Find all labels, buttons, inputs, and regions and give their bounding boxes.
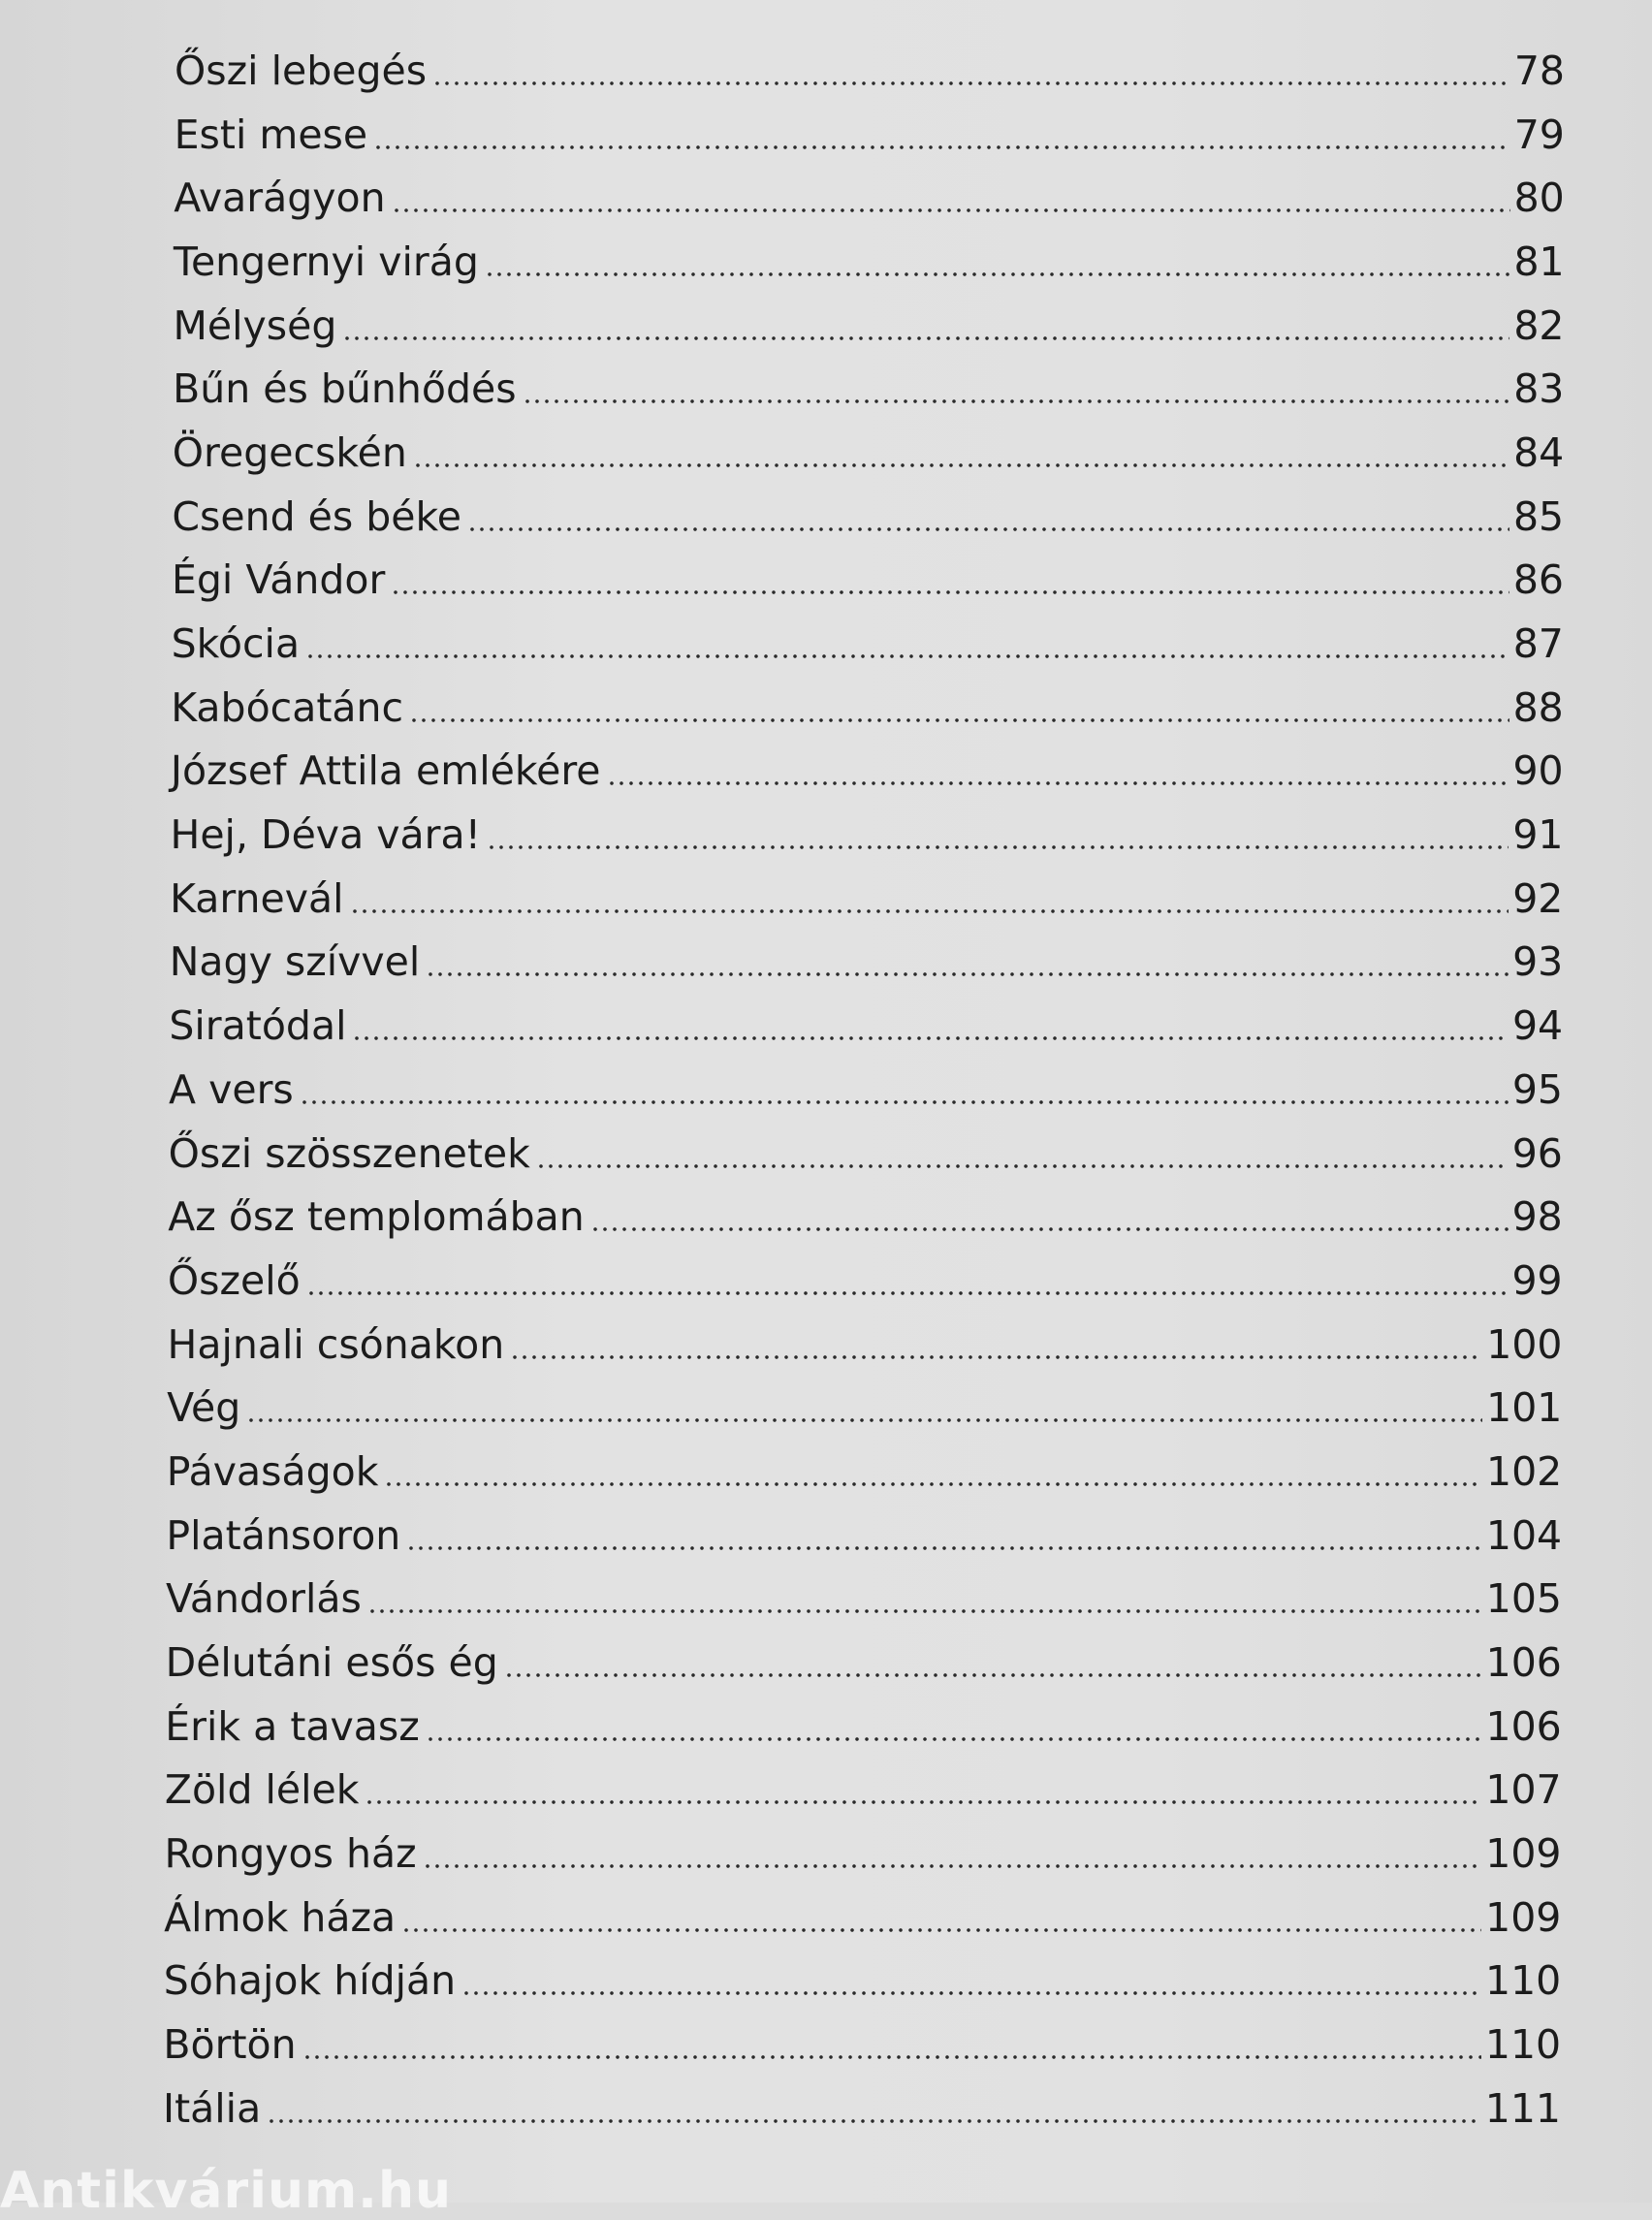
toc-entry-title: Álmok háza	[164, 1893, 397, 1941]
dot-leader	[413, 463, 1509, 467]
toc-entry-page-number: 102	[1485, 1447, 1563, 1495]
dot-leader	[426, 972, 1509, 976]
toc-entry	[169, 994, 1563, 1058]
toc-entry-title: Zöld lélek	[164, 1766, 360, 1814]
toc-entry-page-number: 104	[1485, 1511, 1563, 1559]
dot-leader	[350, 909, 1509, 913]
toc-entry	[173, 357, 1564, 421]
toc-entry-title: Mélység	[173, 301, 337, 349]
dot-leader	[401, 1928, 1481, 1932]
toc-entry-page-number: 110	[1484, 2021, 1562, 2069]
toc-entry-title: Siratódal	[169, 1002, 347, 1050]
toc-entry-title: Vég	[167, 1384, 241, 1432]
dot-leader	[590, 1227, 1509, 1231]
toc-entry-title: A vers	[169, 1065, 294, 1113]
toc-entry	[168, 1185, 1563, 1249]
toc-entry-page-number: 106	[1485, 1702, 1562, 1750]
toc-entry-title: Vándorlás	[166, 1575, 362, 1623]
dot-leader	[504, 1673, 1482, 1677]
toc-entry	[167, 1440, 1563, 1504]
toc-entry-title: Hej, Déva vára!	[170, 811, 482, 859]
toc-entry	[173, 421, 1565, 485]
dot-leader	[384, 1482, 1482, 1486]
toc-entry-title: Az ősz templomában	[168, 1193, 585, 1241]
toc-entry-page-number: 94	[1511, 1002, 1564, 1050]
toc-entry	[163, 2013, 1561, 2077]
toc-entry-page-number: 99	[1511, 1256, 1563, 1304]
toc-entry-title: Platánsoron	[166, 1511, 401, 1559]
toc-entry	[167, 1376, 1562, 1440]
toc-entry-title: Esti mese	[174, 111, 368, 158]
toc-entry	[174, 166, 1565, 230]
toc-entry-page-number: 91	[1512, 811, 1564, 859]
dot-leader	[367, 1609, 1482, 1613]
dot-leader	[352, 1036, 1508, 1040]
dot-leader	[306, 1291, 1509, 1295]
toc-entry	[171, 803, 1564, 867]
toc-entry	[165, 1759, 1562, 1823]
toc-entry-title: Öregecskén	[172, 428, 407, 476]
toc-entry-title: Skócia	[171, 620, 301, 668]
toc-entry-page-number: 101	[1486, 1384, 1563, 1432]
toc-entry-title: Börtön	[163, 2021, 297, 2069]
toc-entry-title: Sóhajok hídján	[163, 1957, 457, 2005]
toc-entry-title: Pávaságok	[166, 1447, 379, 1495]
toc-entry	[170, 931, 1564, 995]
toc-entry-page-number: 88	[1512, 683, 1564, 731]
toc-entry-title: Őszi lebegés	[175, 47, 428, 94]
table-of-contents	[0, 39, 1652, 2141]
toc-entry-title: Rongyos ház	[164, 1830, 417, 1878]
dot-leader	[426, 1737, 1482, 1741]
toc-entry	[164, 1886, 1561, 1950]
toc-entry-page-number: 110	[1484, 1957, 1562, 2005]
dot-leader	[302, 2055, 1481, 2059]
toc-entry	[171, 740, 1564, 804]
toc-entry	[165, 1695, 1562, 1759]
dot-leader	[391, 590, 1509, 594]
dot-leader	[607, 781, 1509, 785]
dot-leader	[536, 1164, 1509, 1168]
toc-entry-title: Nagy szívvel	[169, 938, 421, 986]
toc-entry	[174, 230, 1565, 294]
dot-leader	[392, 208, 1510, 212]
toc-entry-title: Karnevál	[170, 874, 344, 922]
toc-entry-page-number: 90	[1512, 747, 1564, 795]
toc-entry-page-number: 106	[1485, 1639, 1562, 1687]
toc-entry-title: Tengernyi virág	[173, 238, 479, 285]
toc-entry-page-number: 87	[1512, 620, 1564, 668]
toc-entry-page-number: 111	[1484, 2084, 1561, 2132]
dot-leader	[373, 145, 1510, 149]
toc-entry-page-number: 109	[1485, 1830, 1562, 1878]
toc-entry-page-number: 84	[1513, 428, 1565, 476]
toc-entry	[172, 612, 1564, 676]
toc-entry-page-number: 81	[1513, 238, 1565, 285]
toc-entry-title: Őszi szösszenetek	[168, 1129, 530, 1177]
toc-entry	[168, 1313, 1563, 1377]
dot-leader	[461, 1991, 1481, 1995]
toc-entry	[169, 1122, 1563, 1186]
toc-entry-title: Hajnali csónakon	[167, 1320, 505, 1368]
dot-leader	[523, 399, 1510, 403]
toc-entry-page-number: 78	[1513, 47, 1565, 94]
toc-entry-title: Csend és béke	[172, 492, 462, 540]
toc-entry-page-number: 85	[1512, 492, 1565, 540]
toc-entry	[164, 1950, 1562, 2014]
toc-entry	[166, 1631, 1562, 1695]
toc-entry-title: Őszelő	[167, 1256, 301, 1304]
toc-entry-page-number: 83	[1513, 365, 1565, 413]
dot-leader	[432, 81, 1510, 85]
toc-entry-page-number: 80	[1513, 174, 1565, 222]
toc-entry-page-number: 82	[1513, 301, 1565, 349]
toc-entry	[171, 676, 1564, 740]
toc-entry	[170, 867, 1563, 931]
dot-leader	[300, 1100, 1509, 1104]
toc-entry-page-number: 95	[1511, 1065, 1563, 1113]
dot-leader	[487, 845, 1509, 849]
toc-entry	[169, 1058, 1563, 1122]
toc-entry-page-number: 93	[1512, 938, 1564, 986]
toc-entry-page-number: 107	[1485, 1766, 1562, 1814]
dot-leader	[267, 2119, 1481, 2123]
toc-entry-title: József Attila emlékére	[170, 747, 601, 795]
toc-entry-title: Kabócatánc	[171, 683, 404, 731]
watermark: Antikvárium.hu	[0, 2162, 452, 2220]
dot-leader	[423, 1864, 1482, 1868]
toc-entry-title: Délutáni esős ég	[165, 1639, 498, 1687]
toc-entry-page-number: 92	[1512, 874, 1564, 922]
toc-entry	[168, 1249, 1563, 1313]
toc-entry	[174, 294, 1565, 358]
toc-entry	[175, 103, 1565, 167]
toc-entry-title: Bűn és bűnhődés	[173, 365, 517, 413]
dot-leader	[342, 336, 1509, 340]
toc-entry-page-number: 79	[1513, 111, 1565, 158]
dot-leader	[365, 1800, 1481, 1804]
dot-leader	[406, 1546, 1482, 1550]
toc-entry-title: Égi Vándor	[172, 556, 386, 604]
dot-leader	[510, 1355, 1482, 1359]
toc-entry	[175, 39, 1565, 103]
toc-entry	[166, 1504, 1562, 1568]
toc-entry-page-number: 96	[1511, 1129, 1563, 1177]
dot-leader	[467, 527, 1509, 531]
toc-entry-title: Itália	[163, 2084, 262, 2132]
toc-entry-page-number: 109	[1485, 1893, 1562, 1941]
toc-entry-page-number: 100	[1486, 1320, 1563, 1368]
toc-entry-title: Avarágyon	[174, 174, 386, 222]
toc-entry	[163, 2077, 1561, 2141]
toc-entry-title: Érik a tavasz	[165, 1702, 420, 1750]
dot-leader	[485, 272, 1510, 276]
toc-entry	[172, 549, 1564, 613]
toc-entry	[172, 485, 1564, 549]
dot-leader	[305, 654, 1509, 658]
toc-entry	[165, 1822, 1562, 1886]
toc-entry-page-number: 86	[1512, 556, 1564, 604]
toc-entry	[166, 1568, 1562, 1632]
dot-leader	[409, 718, 1509, 722]
toc-entry-page-number: 105	[1485, 1575, 1562, 1623]
dot-leader	[246, 1418, 1482, 1422]
toc-entry-page-number: 98	[1511, 1193, 1563, 1241]
